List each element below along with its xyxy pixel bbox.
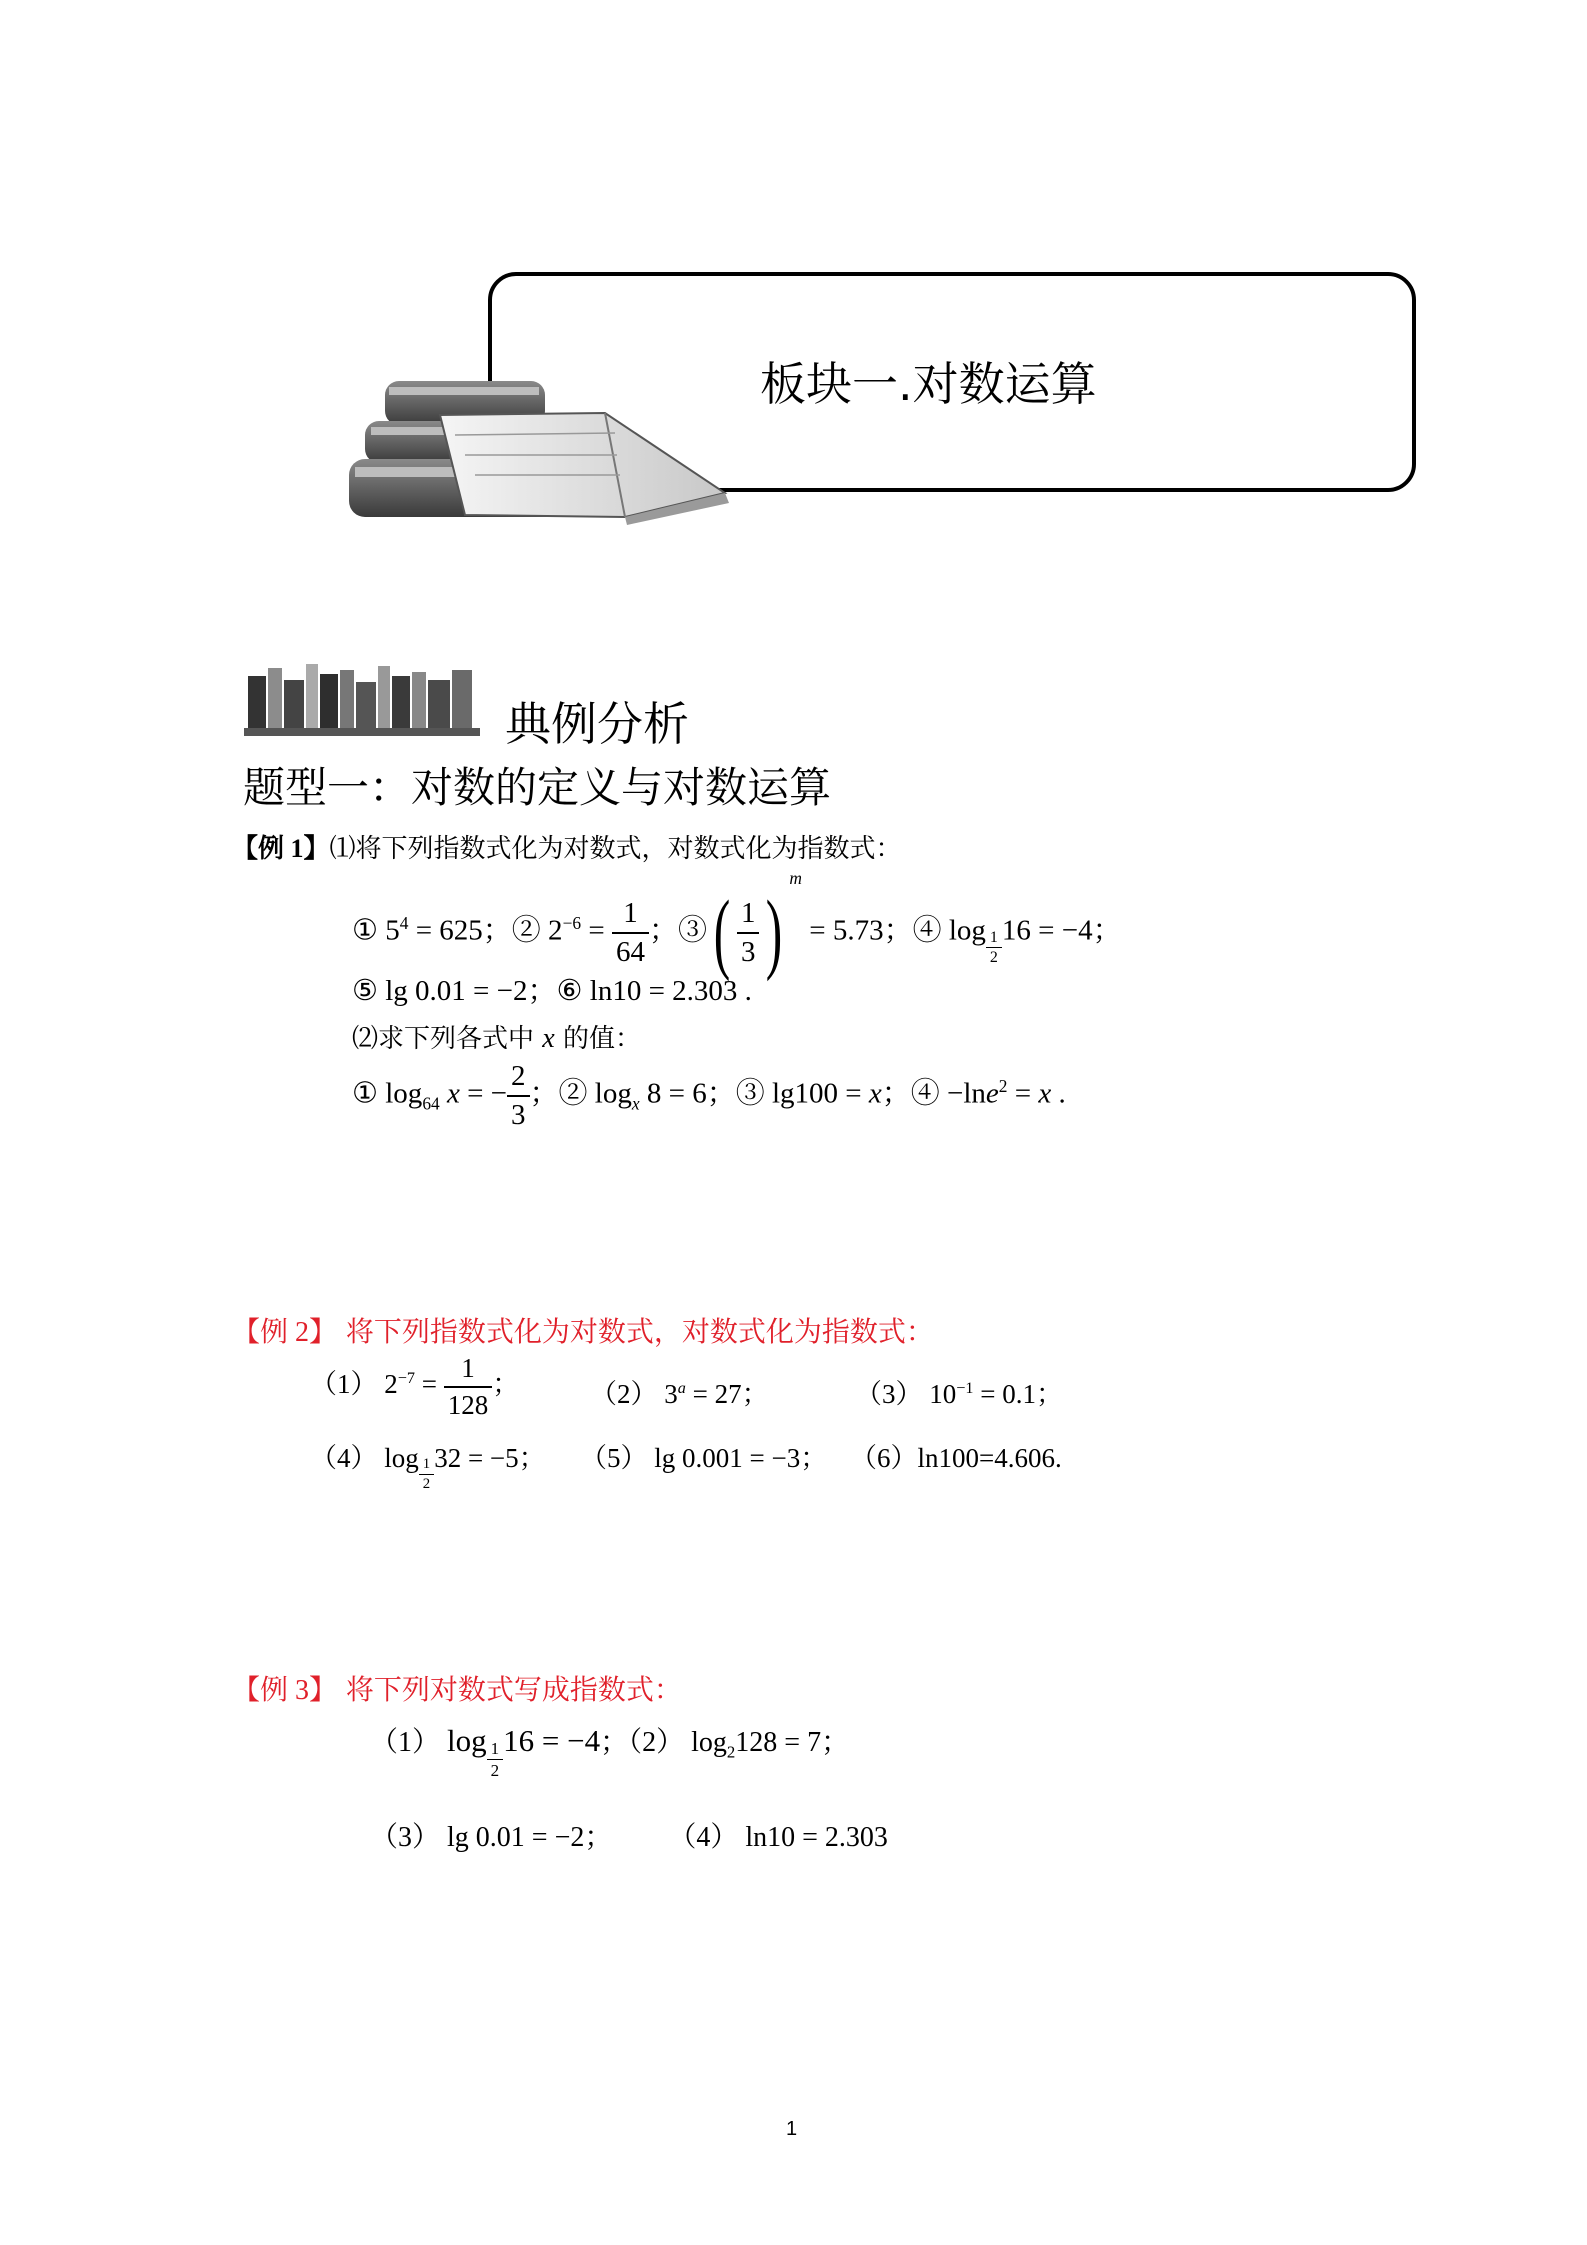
section-title: 板块一.对数运算 (760, 357, 1097, 411)
ex2-intro (232, 1310, 934, 1350)
ex2-tag: 【例 2】 (232, 1317, 338, 1348)
ex2-item4: （4） log $\frac{1}{2}$ 32 = −5； (310, 1443, 546, 1493)
page-number: 1 (786, 2118, 798, 2140)
ex2-item2: （2） $3^a = 27$； (590, 1379, 769, 1409)
ex3-intro (232, 1668, 682, 1708)
ex1-part2-b: 的值： (562, 1024, 641, 1054)
ex1-intro (232, 828, 902, 865)
question-type-heading: 题型一：对数的定义与对数运算 (243, 763, 832, 812)
ex1-row2: ⑤ lg 0.01 = −2；⑥ ln10 = 2.303 . (352, 975, 752, 1007)
ex2-item5: （5） lg 0.001 = −3； (580, 1443, 828, 1473)
ex3-prompt: 将下列对数式写成指数式： (345, 1673, 682, 1706)
ex1-part2-var: x (542, 1023, 555, 1054)
ex3-tag: 【例 3】 (232, 1675, 338, 1706)
ex1-tag: 【例 1】 (232, 834, 330, 863)
bookshelf-icon (244, 660, 480, 740)
ex2-item6: （6）ln100=4.606. (850, 1443, 1062, 1473)
ex1-row3: ① $\log_{64} x$ = − $\frac{2}{3}$ ；② $\log_x 8 = 6$；③ lg100 = x；④ −lne$^2$ = x . (352, 1060, 1066, 1131)
banner-heading: 典例分析 (505, 697, 689, 751)
ex3-row1: （1） log $\frac{1}{2}$ 16 = −4；（2） $\log_2128 = 7$； (370, 1723, 850, 1781)
ex1-part2-a: ⑵求下列各式中 (352, 1024, 535, 1054)
ex2-item1: （1） $2^{-7}$ = $\frac{1}{128}$ ； (310, 1353, 520, 1420)
books-illustration (345, 375, 730, 525)
ex1-part2 (352, 1018, 641, 1055)
ex1-row1: ① $5^4 = 625$；② $2^{-6}$ = $\frac{1}{64}$ ；③( $\frac{1}{3}$ )$^m$ = 5.73；④ log $\frac{1}{2}$ 16 = −4； (352, 868, 1122, 983)
ex2-item3: （3） $10^{-1} = 0.1$； (855, 1379, 1063, 1409)
ex1-part1: ⑴将下列指数式化为对数式，对数式化为指数式： (329, 834, 902, 864)
ex3-row2: （3） lg 0.01 = −2； （4） ln10 = 2.303 (370, 1822, 888, 1853)
ex2-prompt: 将下列指数式化为对数式，对数式化为指数式： (345, 1315, 934, 1348)
